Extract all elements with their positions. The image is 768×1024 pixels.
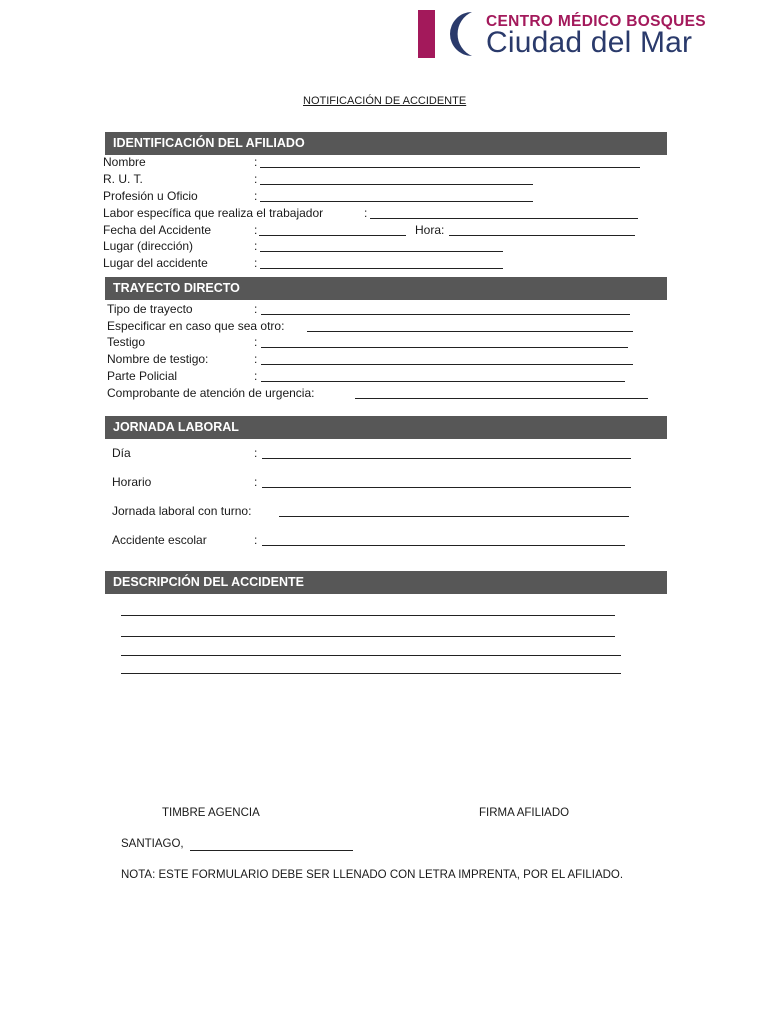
horario-input-line[interactable]	[262, 476, 631, 488]
section-header-trayecto: TRAYECTO DIRECTO	[105, 277, 667, 300]
lugar-accidente-input-line[interactable]	[260, 257, 503, 269]
parte-policial-input-line[interactable]	[261, 370, 625, 382]
nombre-testigo-input-line[interactable]	[261, 353, 633, 365]
label-parte-policial: Parte Policial	[107, 369, 178, 383]
nota-text: NOTA: ESTE FORMULARIO DEBE SER LLENADO CON LETRA IMPRENTA, POR EL AFILIADO.	[121, 869, 624, 881]
colon: :	[254, 352, 258, 366]
label-turno: Jornada laboral con turno:	[112, 504, 252, 518]
hora-input-line[interactable]	[449, 224, 635, 236]
page-title: NOTIFICACIÓN DE ACCIDENTE	[303, 95, 467, 107]
descripcion-line[interactable]	[121, 655, 621, 656]
labor-input-line[interactable]	[370, 207, 638, 219]
colon: :	[254, 446, 258, 460]
label-testigo: Testigo	[107, 335, 146, 349]
nombre-input-line[interactable]	[260, 156, 640, 168]
brand-logo-icon	[418, 10, 472, 58]
colon: :	[254, 533, 258, 547]
dia-input-line[interactable]	[262, 447, 631, 459]
section-header-descripcion: DESCRIPCIÓN DEL ACCIDENTE	[105, 571, 667, 594]
brand-name-line2: Ciudad del Mar	[486, 26, 693, 59]
label-accidente-escolar: Accidente escolar	[112, 533, 207, 547]
label-hora: Hora:	[415, 223, 445, 237]
label-horario: Horario	[112, 475, 152, 489]
tipo-trayecto-input-line[interactable]	[261, 303, 630, 315]
testigo-input-line[interactable]	[261, 336, 628, 348]
turno-input-line[interactable]	[279, 505, 629, 517]
label-dia: Día	[112, 446, 131, 460]
rut-input-line[interactable]	[260, 173, 533, 185]
label-profesion: Profesión u Oficio	[103, 189, 198, 203]
colon: :	[254, 189, 258, 203]
descripcion-line[interactable]	[121, 673, 621, 674]
santiago-label: SANTIAGO,	[121, 838, 184, 850]
fecha-input-line[interactable]	[259, 224, 406, 236]
comprobante-input-line[interactable]	[355, 387, 648, 399]
colon: :	[254, 302, 258, 316]
firma-afiliado-label: FIRMA AFILIADO	[479, 807, 570, 819]
label-nombre: Nombre	[103, 155, 146, 169]
especificar-input-line[interactable]	[307, 320, 633, 332]
accidente-escolar-input-line[interactable]	[262, 534, 625, 546]
label-tipo-trayecto: Tipo de trayecto	[107, 302, 193, 316]
colon: :	[364, 206, 368, 220]
label-comprobante: Comprobante de atención de urgencia:	[107, 386, 315, 400]
label-especificar: Especificar en caso que sea otro:	[107, 319, 285, 333]
section-header-jornada: JORNADA LABORAL	[105, 416, 667, 439]
label-lugar-accidente: Lugar del accidente	[103, 256, 208, 270]
brand-name-line1: CENTRO MÉDICO BOSQUES	[486, 13, 706, 30]
descripcion-line[interactable]	[121, 636, 615, 637]
colon: :	[254, 172, 258, 186]
colon: :	[254, 155, 258, 169]
lugar-direccion-input-line[interactable]	[260, 240, 503, 252]
colon: :	[254, 256, 258, 270]
label-labor: Labor específica que realiza el trabajador	[103, 206, 324, 220]
label-fecha: Fecha del Accidente	[103, 223, 212, 237]
colon: :	[254, 475, 258, 489]
label-lugar-direccion: Lugar (dirección)	[103, 239, 194, 253]
colon: :	[254, 369, 258, 383]
profesion-input-line[interactable]	[260, 190, 533, 202]
colon: :	[254, 223, 258, 237]
santiago-date-input-line[interactable]	[190, 839, 353, 851]
colon: :	[254, 239, 258, 253]
label-nombre-testigo: Nombre de testigo:	[107, 352, 209, 366]
timbre-agencia-label: TIMBRE AGENCIA	[162, 807, 260, 819]
colon: :	[254, 335, 258, 349]
label-rut: R. U. T.	[103, 172, 143, 186]
descripcion-line[interactable]	[121, 615, 615, 616]
section-header-identificacion: IDENTIFICACIÓN DEL AFILIADO	[105, 132, 667, 155]
